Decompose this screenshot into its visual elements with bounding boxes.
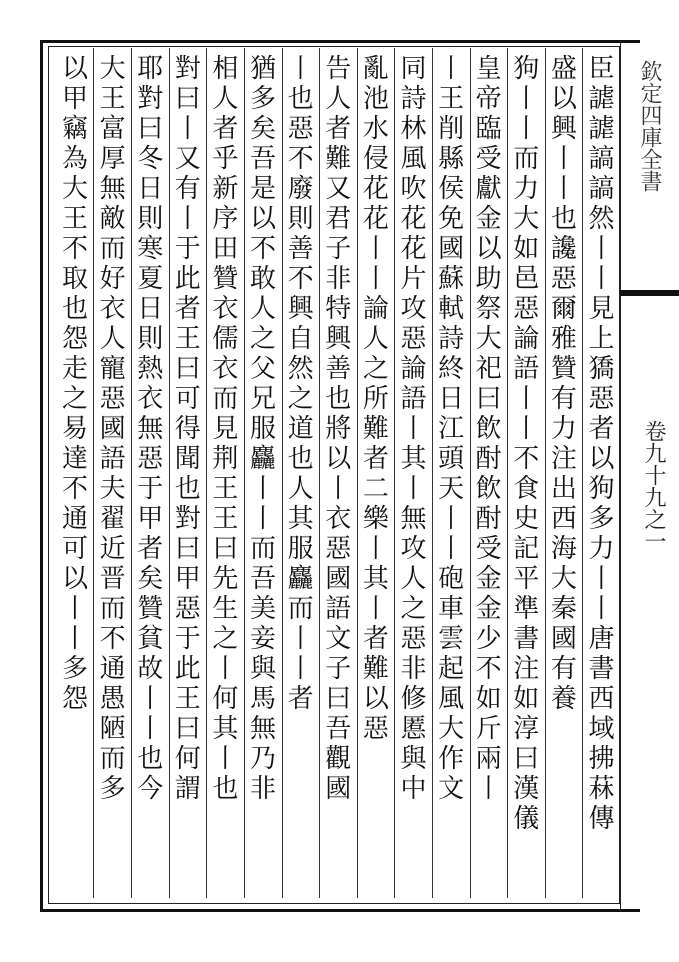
text-column: 狗丨丨而力大如邑惡論語丨丨不食史記平準書注如淳曰漢儀 — [507, 48, 545, 898]
margin-volume-label: 卷九十九之一 — [641, 420, 666, 552]
text-column: 盛以興丨丨也讒惡爾雅贊有力注出西海大秦國有養 — [545, 48, 583, 898]
text-column: 猶多矣吾是以不敢人之父兄服麤丨丨而吾美妾與馬無乃非 — [244, 48, 282, 898]
text-column: 告人者難又君子非特興善也將以丨衣惡國語文子曰吾觀國 — [319, 48, 357, 898]
text-column: 皇帝臨受獻金以助祭大祀曰飲酎飲酎受金金少不如斤兩丨 — [470, 48, 508, 898]
text-column: 相人者乎新序田贊衣儒衣而見荆王王曰先生之丨何其丨也 — [206, 48, 244, 898]
text-column: 丨王削縣侯免國蘇軾詩終日江頭天丨丨砲車雲起風大作文 — [432, 48, 470, 898]
margin-book-title: 欽定四庫全書 — [637, 60, 662, 192]
text-column: 對曰丨又有丨于此者王曰可得聞也對曰甲惡于此王曰何謂 — [169, 48, 207, 898]
text-column: 亂池水侵花花丨丨論人之所難者二樂丨其丨者難以惡 — [357, 48, 395, 898]
text-columns — [56, 48, 620, 898]
text-column: 大王富厚無敵而好衣人寵惡國語夫翟近晋而不通愚陋而多 — [93, 48, 131, 898]
text-column: 臣謔謔謞謞然丨丨見上獢惡者以狗多力丨丨唐書西域拂菻傳 — [582, 48, 620, 898]
text-column: 同詩林風吹花花片攻惡論語丨其丨無攻人之惡非修慝與中 — [394, 48, 432, 898]
text-column: 丨也惡不廢則善不興自然之道也人其服麤而丨丨者 — [282, 48, 320, 898]
text-column: 耶對曰冬日則寒夏日則熱衣無惡于甲者矣贊貧故丨丨也今 — [131, 48, 169, 898]
margin-divider — [620, 290, 679, 296]
text-column: 以甲竊為大王不取也怨走之易達不通可以丨丨多怨 — [57, 54, 88, 714]
